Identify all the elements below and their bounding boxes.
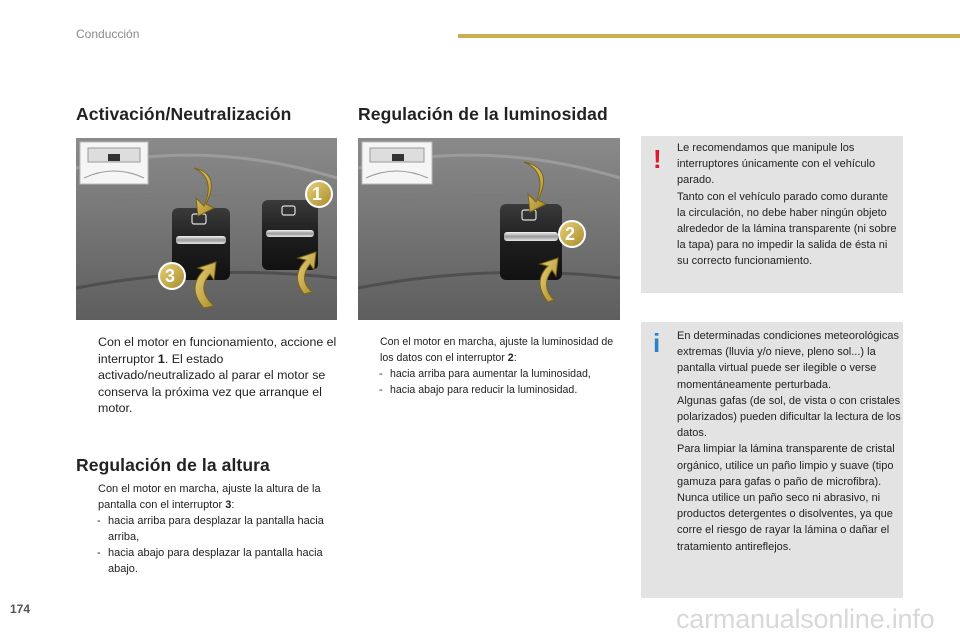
activation-text-post: . El estado activado/neutralizado al parar el motor se conserva la próxima vez que arranque el motor. xyxy=(98,351,326,416)
activation-ref: 1 xyxy=(157,351,165,366)
callout-3-label: 3 xyxy=(165,266,176,286)
activation-text-pre: Con el motor en funcionamiento, accione el interruptor xyxy=(98,335,337,366)
height-ref: 3 xyxy=(225,499,232,511)
height-text-pre: Con el motor en marcha, ajuste la altura de la pantalla con el interruptor xyxy=(98,483,321,511)
info-icon: i xyxy=(653,328,661,358)
page-number: 174 xyxy=(10,602,31,616)
callout-2-label: 2 xyxy=(565,224,576,244)
luminosity-paragraph xyxy=(358,334,620,398)
info-note xyxy=(641,322,903,598)
heading-height: Regulación de la altura xyxy=(76,455,270,475)
warning-icon: ! xyxy=(653,144,662,174)
luminosity-ref: 2 xyxy=(507,352,514,364)
list-item: - hacia abajo para desplazar la pantalla hacia abajo. xyxy=(97,547,323,575)
warning-line: Tanto con el vehículo parado como durante la circulación, no debe haber ningún objeto alrededor de la lámina transparente (ni sobre la tapa) para no impedir la salida de ésta ni su correcto funcionamiento. xyxy=(677,190,897,268)
info-line: Algunas gafas (de sol, de vista o con cristales polarizados) pueden dificultar la lectura de los datos. xyxy=(677,394,901,440)
height-text-post: : xyxy=(231,499,235,511)
list-item: - hacia arriba para desplazar la pantalla hacia arriba, xyxy=(97,515,324,543)
info-line: Para limpiar la lámina transparente de cristal orgánico, utilice un paño limpio y suave (tipo gamuza para gafas o paño de microfibra). Nunca utilice un paño seco ni abrasivo, ni productos detergentes o disolventes, ya que corre el riesgo de rayar la lámina o dañar el tratamiento antireflejos. xyxy=(677,443,895,553)
info-line: En determinadas condiciones meteorológicas extremas (lluvia y/o nieve, pleno sol...) la pantalla virtual puede ser ilegible o verse momentáneamente perturbada. xyxy=(677,330,899,391)
switches-photo-activation xyxy=(76,138,337,320)
list-item: - hacia arriba para aumentar la luminosidad, xyxy=(379,368,591,380)
section-label: Conducción xyxy=(76,27,140,41)
callout-1-label: 1 xyxy=(312,184,323,204)
activation-paragraph xyxy=(76,334,338,417)
heading-activation: Activación/Neutralización xyxy=(76,104,292,124)
list-item: - hacia abajo para reducir la luminosidad. xyxy=(379,384,578,396)
luminosity-text-post: : xyxy=(513,352,517,364)
heading-luminosity: Regulación de la luminosidad xyxy=(358,104,608,124)
warning-note xyxy=(641,136,903,293)
watermark: carmanualsonline.info xyxy=(676,604,935,634)
header-rule xyxy=(458,34,960,38)
warning-line: Le recomendamos que manipule los interruptores únicamente con el vehículo parado. xyxy=(677,142,876,187)
height-paragraph xyxy=(76,481,338,577)
switch-photo-luminosity xyxy=(358,138,620,320)
luminosity-text-pre: Con el motor en marcha, ajuste la luminosidad de los datos con el interruptor xyxy=(380,336,614,364)
